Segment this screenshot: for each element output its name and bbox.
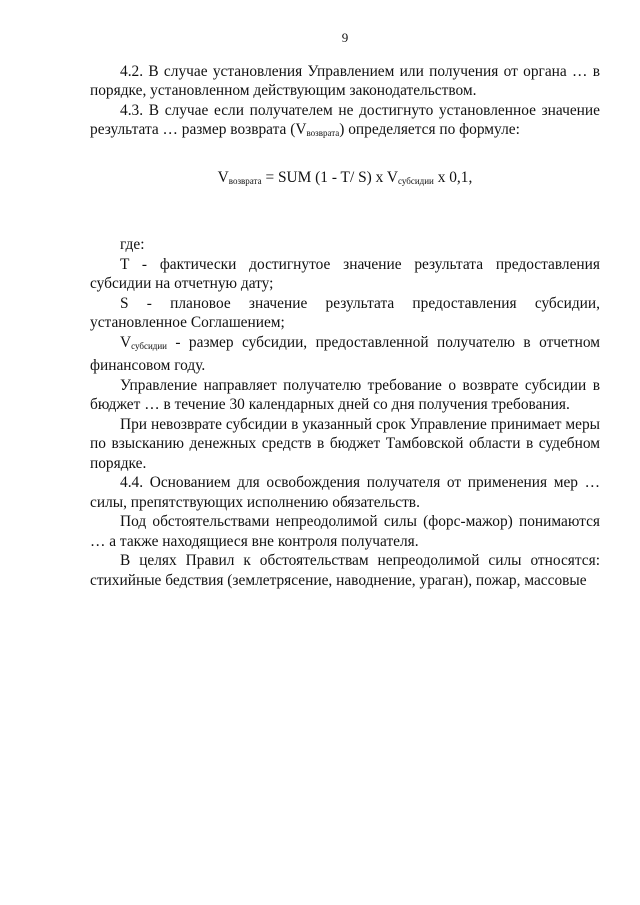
formula-middle: = SUM (1 - T/ S) x V [261, 168, 398, 186]
paragraph-force-majeure: Под обстоятельствами непреодолимой силы (форс-мажор) понимаются … а также находящиеся вне контроля получателя. [90, 513, 600, 550]
paragraph-4-3-tail: ) определяется по формуле: [339, 121, 520, 138]
paragraph-purposes: В целях Правил к обстоятельствам непреодолимой силы относятся: стихийные бедствия (землетрясение, наводнение, ураган), пожар, массовые [90, 552, 600, 589]
definition-v-letter: V [120, 333, 132, 351]
definition-s: S - плановое значение результата предоставления субсидии, установленное Соглашением; [90, 294, 600, 331]
return-formula [90, 168, 600, 192]
definition-t: T - фактически достигнутое значение результата предоставления субсидии на отчетную дату; [90, 255, 600, 292]
paragraph-4-3-subscript: возврата [306, 128, 340, 138]
formula-end: x 0,1, [433, 168, 473, 186]
formula-v: V [217, 168, 229, 186]
document-page [90, 28, 600, 590]
paragraph-4-3 [90, 101, 600, 144]
page-number: 9 [341, 30, 349, 45]
paragraph-4-2: 4.2. В случае установления Управлением или получения от органа … в порядке, установленном действующим законодательством. [90, 62, 600, 99]
formula-v-subscript: возврата [228, 175, 262, 186]
paragraph-4-3-text: 4.3. В случае если получателем не достигнуто установленное значение результата … размер возврата (V [90, 101, 600, 138]
where-label: где: [120, 236, 145, 253]
definition-v-subscript: субсидии [131, 340, 167, 351]
formula-subsidy-subscript: субсидии [397, 175, 434, 186]
paragraph-demand: Управление направляет получателю требование о возврате субсидии в бюджет … в течение 30 календарных дней со дня получения требования. [90, 376, 600, 413]
paragraph-4-4: 4.4. Основанием для освобождения получателя от применения мер … силы, препятствующих исполнению обязательств. [90, 474, 600, 511]
paragraph-nonreturn: При невозврате субсидии в указанный срок Управление принимает меры по взысканию денежных средств в бюджет Тамбовской области в судебном порядке. [90, 415, 600, 472]
definition-v-text: - размер субсидии, предоставленной получателю в отчетном финансовом году. [90, 333, 600, 374]
definition-v [90, 333, 600, 376]
